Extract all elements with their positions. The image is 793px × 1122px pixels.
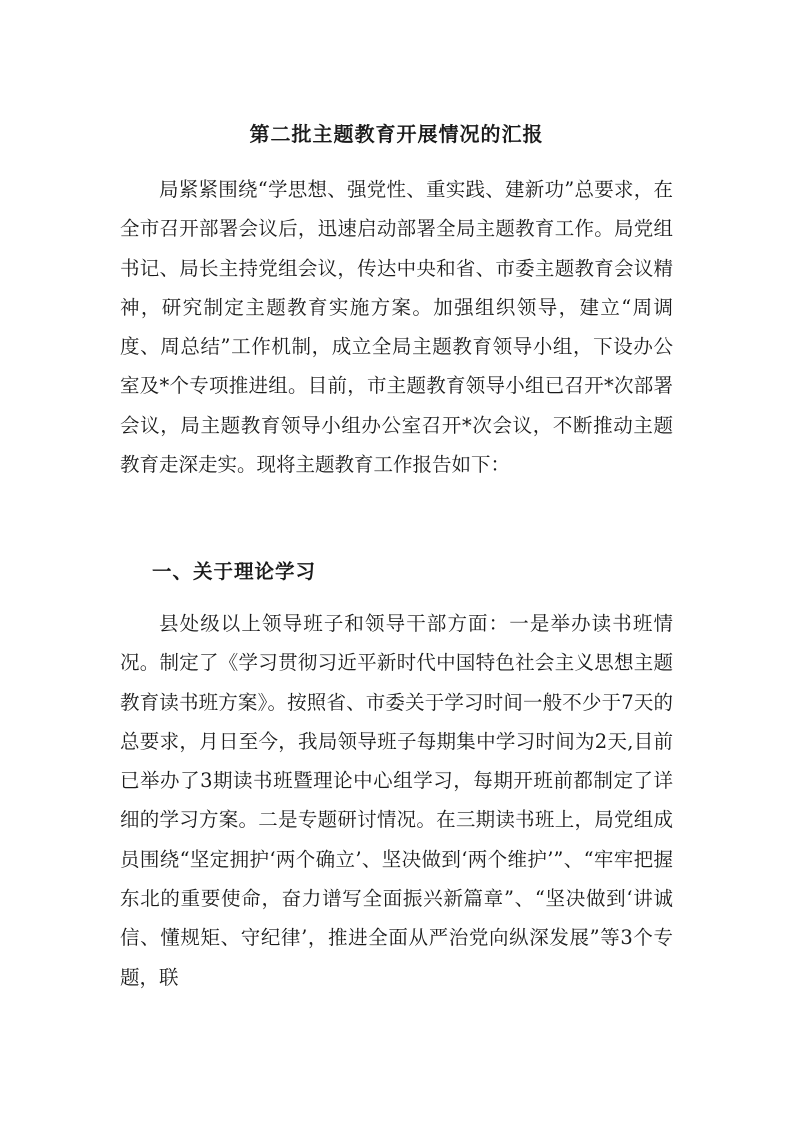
intro-paragraph: 局紧紧围绕“学思想、强党性、重实践、建新功”总要求，在全市召开部署会议后，迅速启动部署全局主题教育工作。局党组书记、局长主持党组会议，传达中央和省、市委主题教育会议精神，研究制定主题教育实施方案。加强组织领导，建立“周调度、周总结”工作机制，成立全局主题教育领导小组，下设办公室及*个专项推进组。目前，市主题教育领导小组已召开*次部署会议，局主题教育领导小组办公室召开*次会议，不断推动主题教育走深走实。现将主题教育工作报告如下： — [120, 178, 673, 477]
section-heading-theory-study: 一、关于理论学习 — [152, 560, 317, 583]
section-paragraph-theory-study: 县处级以上领导班子和领导干部方面：一是举办读书班情况。制定了《学习贯彻习近平新时代中国特色社会主义思想主题教育读书班方案》。按照省、市委关于学习时间一般不少于7天的总要求，月日至今，我局领导班子每期集中学习时间为2天,目前已举办了3期读书班暨理论中心组学习，每期开班前都制定了详细的学习方案。二是专题研讨情况。在三期读书班上，局党组成员围绕“坚定拥护‘两个确立’、坚决做到‘两个维护’”、“牢牢把握东北的重要使命，奋力谱写全面振兴新篇章”、“坚决做到‘讲诚信、懂规矩、守纪律’，推进全面从严治党向纵深发展”等3个专题，联 — [120, 612, 673, 989]
document-title: 第二批主题教育开展情况的汇报 — [249, 122, 544, 146]
